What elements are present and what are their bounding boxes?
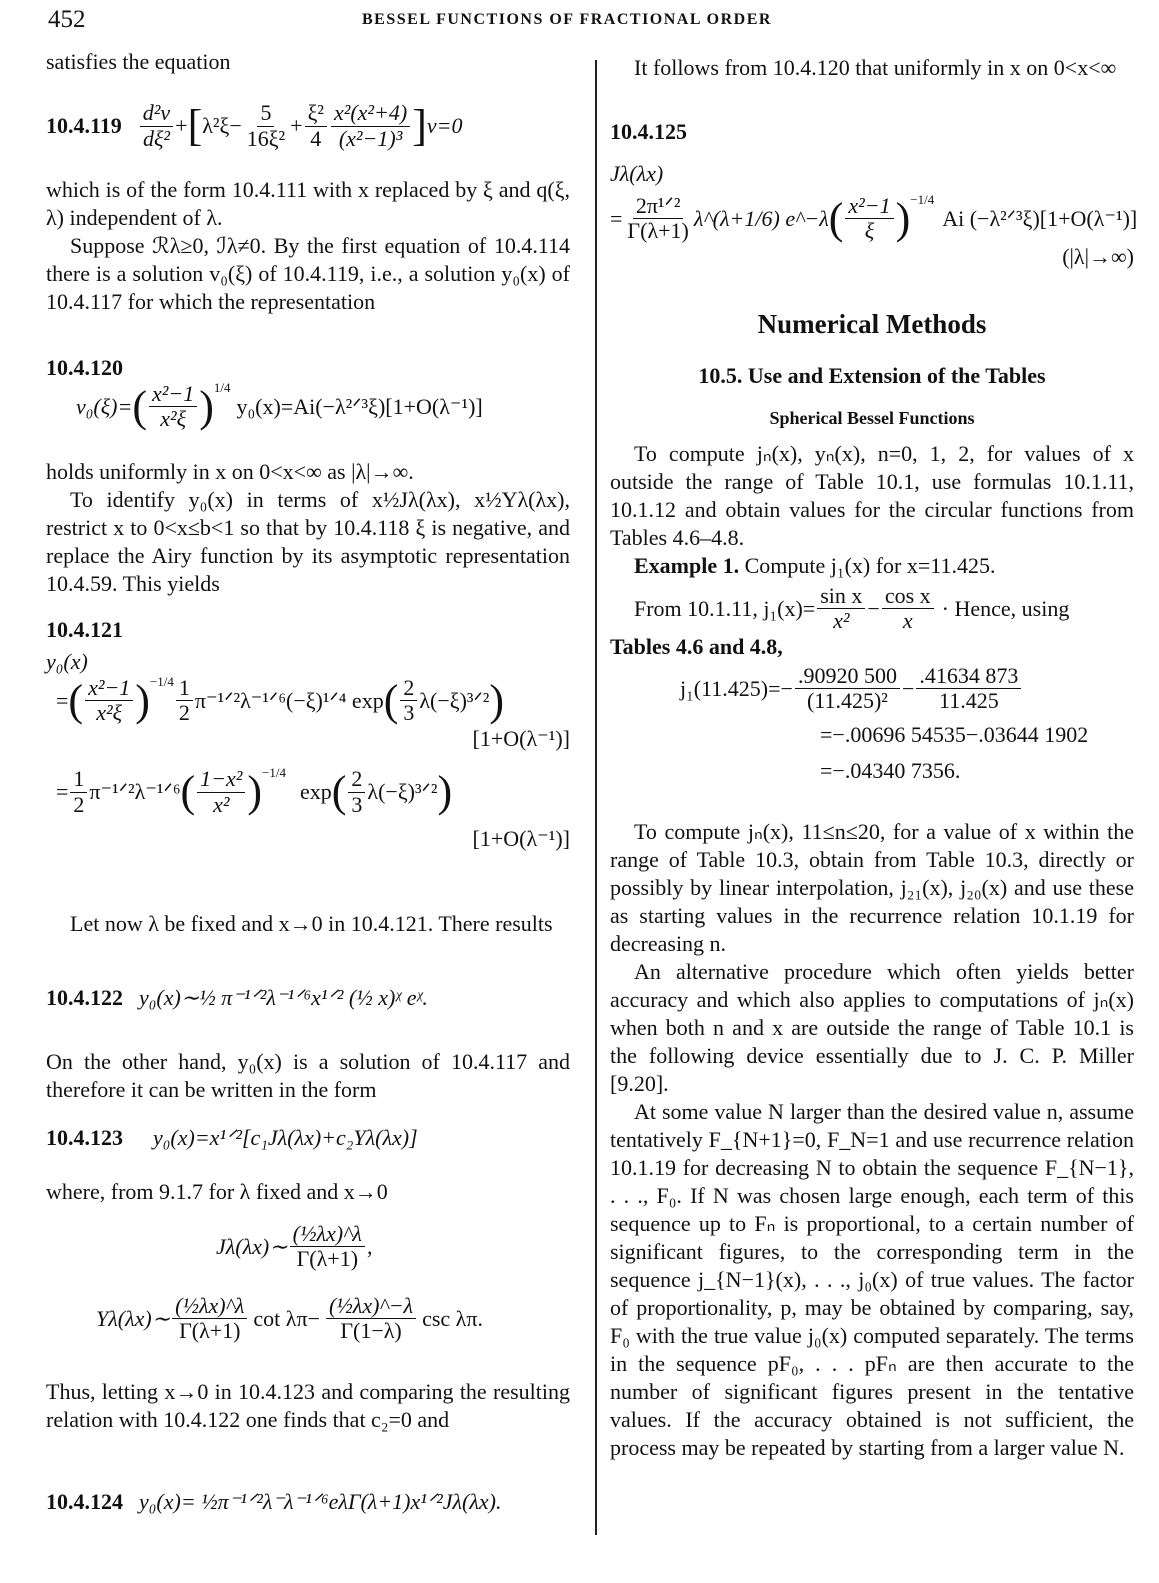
- paragraph: holds uniformly in x on 0<x<∞ as |λ|→∞.: [46, 459, 414, 484]
- paragraph: An alternative procedure which often yields better accuracy and which also applies to computations of jₙ(x) when both n and x are outside the range of Table 10.1 is the following device essentially due to J. C. P. Miller [9.20].: [610, 959, 1134, 1096]
- equation-10-4-119: 10.4.119 $\frac{\text{d²v}}{\text{dξ²}}$ + [ λ²ξ− $\frac{5}{\text{16ξ²}}$ + $\frac{\text{ξ²}}{4}$ $\frac{\text{x²(x²+4)}}{\text{(x²−1)³}}$ ] v=0: [46, 100, 463, 151]
- equation-label: 10.4.121: [46, 617, 123, 642]
- paragraph: On the other hand, y₀(x) is a solution of 10.4.117 and therefore it can be written in the form: [46, 1049, 570, 1102]
- paragraph: To compute jₙ(x), 11≤n≤20, for a value of x within the range of Table 10.3, obtain from Table 10.3, directly or possibly by linear interpolation, j₂₁(x), j₂₀(x) and use these as starting values in the recurrence relation 10.1.19 for decreasing n.: [610, 819, 1134, 956]
- paragraph: To identify y₀(x) in terms of x½Jλ(λx), x½Yλ(λx), restrict x to 0<x≤b<1 so that by 10.4.118 ξ is negative, and replace the Airy function by its asymptotic representation 10.4.59. This yields: [46, 487, 570, 596]
- equation-10-4-122: 10.4.122 y₀(x)∼½ π⁻¹ᐟ²λ⁻¹ᐟ⁶x¹ᐟ² (½ x)ᵡ eᵡ.: [46, 985, 428, 1010]
- equation-10-4-125: 10.4.125 Jλ(λx) = $\frac{\text{2π¹ᐟ²}}{\Gamma(\lambda+1)}$ λ^(λ+1/6) e^−λ ( $\frac{\text{x²−1}}{\xi}$ ) −1/4 Ai (−λ²ᐟ³ξ)[1+O(λ⁻¹)] (|λ|→∞): [610, 119, 1138, 270]
- equation-10-4-120: 10.4.120 v₀(ξ)= ( $\frac{\text{x²−1}}{\text{x²ξ}}$ ) 1/4 y₀(x)=Ai(−λ²ᐟ³ξ)[1+O(λ⁻¹)]: [46, 354, 570, 431]
- running-title: BESSEL FUNCTIONS OF FRACTIONAL ORDER: [362, 11, 772, 28]
- document-page: 452 BESSEL FUNCTIONS OF FRACTIONAL ORDER satisfies the equation 10.4.119 $\frac{\text{d²v}}{\text{dξ²}}$ + [ λ²ξ− $\frac{5}{\text{16ξ²}}$ + $\frac{\text{ξ²}}{4}$ $\frac{\text{x²(x²+4)}}{\text{(x²−1)³}}$ ] v=0 which is of the form 10.4.111 with x replaced by ξ and q(ξ, λ) independent of λ. Suppose ℛλ≥0, ℐλ≠0. By the first equation of 10.4.114 there is a solution v₀(ξ) of 10.4.119, i.e., a solution y₀(x) of 10.4.117 for which the representation 10.4.120 v₀(ξ)= ( $\frac{\text{x²−1}}{\text{x²ξ}}$ ) 1/4 y₀(x)=Ai(−λ²ᐟ³ξ)[1+O(λ⁻¹)] holds uniformly in x on 0<x<∞ as |λ|→∞. To identify y₀(x) in terms of x½Jλ(λx), x½Yλ(λx), restrict x to 0<x≤b<1 so that by 10.4.118 ξ is negative, and replace the Airy function by its asymptotic representation 10.4.59. This yields 10.4.121 y₀(x) = ( $\frac{\text{x²−1}}{\text{x²ξ}}$ ) −1/4 $\frac{1}{2}$ π⁻¹ᐟ²λ⁻¹ᐟ⁶(−ξ)¹ᐟ⁴ exp ( $\frac{2}{3}$ λ(−ξ)³ᐟ² ) [1+O(λ⁻¹)] = $\frac{1}{2}$ π⁻¹ᐟ²λ⁻¹ᐟ⁶ ( $\frac{\text{1−x²}}{\text{x²}}$ ) −1/4 exp ( $\frac{2}{3}$ λ(−ξ)³ᐟ² ) [1+O(λ⁻¹)] Let now λ be fixed and x→0 in 10.4.121. There results 10.4.122 y₀(x)∼½ π⁻¹ᐟ²λ⁻¹ᐟ⁶x¹ᐟ² (½ x)ᵡ eᵡ. On the other hand, y₀(x) is a solution of 10.4.117 and therefore it can be written in the form 10.4.123 y₀(x)=x¹ᐟ²[c₁Jλ(λx)+c₂Yλ(λx)] where, from 9.1.7 for λ fixed and x→0 Jλ(λx)∼ $\frac{\text{(½λx)\textasciicircum{}λ}}{\Gamma(\lambda+1)}$ , Yλ(λx)∼ $\frac{\text{(½λx)\textasciicircum{}λ}}{\Gamma(\lambda+1)}$ cot λπ− $\frac{\text{(½λx)\textasciicircum{}−λ}}{\Gamma(1-\lambda)}$ csc λπ. Thus, letting x→0 in 10.4.123 and comparing the resulting relation with 10.4.122 one finds that c₂=0 and 10.4.124 y₀(x)= ½π⁻¹ᐟ²λ⁻λ⁻¹ᐟ⁶eλΓ(λ+1)x¹ᐟ²Jλ(λx). It follows from 10.4.120 that uniformly in x on 0<x<∞ 10.4.125 Jλ(λx) = $\frac{\text{2π¹ᐟ²}}{\Gamma(\lambda+1)}$ λ^(λ+1/6) e^−λ ( $\frac{\text{x²−1}}{\xi}$ ) −1/4 Ai (−λ²ᐟ³ξ)[1+O(λ⁻¹)] (|λ|→∞) Numerical Methods 10.5. Use and Extension of the Tables Spherical Bessel Functions To compute jₙ(x), yₙ(x), n=0, 1, 2, for values of x outside the range of Table 10.1, use formulas 10.1.11, 10.1.12 and obtain values for the circular functions from Tables 4.6–4.8. Example 1. Compute j₁(x) for x=11.425. From 10.1.11, j₁(x)= $\frac{\text{sin x}}{\text{x²}}$ − $\frac{\text{cos x}}{x}$ · Hence, using Tables 4.6 and 4.8, j₁(11.425)=− $\frac{.90920 500}{\text{(11.425)²}}$ − $\frac{.41634 873}{11.425}$ =−.00696 54535−.03644 1902 =−.04340 7356. To compute jₙ(x), 11≤n≤20, for a value of x within the range of Table 10.3, obtain from Table 10.3, directly or possibly by linear interpolation, j₂₁(x), j₂₀(x) and use these as starting values in the recurrence relation 10.1.19 for decreasing n. An alternative procedure which often yields better accuracy and which also applies to computations of jₙ(x) when both n and x are outside the range of Table 10.1 is the following device essentially due to J. C. P. Miller [9.20]. At some value N larger than the desired value n, assume tentatively F_{N+1}=0, F_N=1 and use recurrence relation 10.1.19 for decreasing N to obtain the sequence F_{N−1}, . . ., F₀. If N was chosen large enough, each term of this sequence up to Fₙ is proportional, to a certain number of significant figures, to the corresponding term in the sequence j_{N−1}(x), . . ., j₀(x) of true values. The factor of proportionality, p, may be obtained by comparing, say, F₀ with the true value j₀(x) computed separately. The terms in the sequence pF₀, . . . pFₙ are then accurate to the number of significant figures present in the tentative values. If the accuracy obtained is not sufficient, the process may be repeated by starting from a larger value N.: [0, 0, 1159, 1583]
- section-title: Numerical Methods: [757, 309, 987, 339]
- example-label: Example 1.: [634, 553, 740, 578]
- equation-10-4-121: 10.4.121 y₀(x) = ( $\frac{\text{x²−1}}{\text{x²ξ}}$ ) −1/4 $\frac{1}{2}$ π⁻¹ᐟ²λ⁻¹ᐟ⁶(−ξ)¹ᐟ⁴ exp ( $\frac{2}{3}$ λ(−ξ)³ᐟ² ) [1+O(λ⁻¹)] = $\frac{1}{2}$ π⁻¹ᐟ²λ⁻¹ᐟ⁶ ( $\frac{\text{1−x²}}{\text{x²}}$ ) −1/4 exp ( $\frac{2}{3}$ λ(−ξ)³ᐟ² ) [1+O(λ⁻¹)]: [46, 617, 570, 851]
- equation-10-4-124: 10.4.124 y₀(x)= ½π⁻¹ᐟ²λ⁻λ⁻¹ᐟ⁶eλΓ(λ+1)x¹ᐟ²Jλ(λx).: [46, 1489, 502, 1514]
- paragraph: Suppose ℛλ≥0, ℐλ≠0. By the first equation of 10.4.114 there is a solution v₀(ξ) of 10.4.119, i.e., a solution y₀(x) of 10.4.117 for which the representation: [46, 233, 570, 314]
- paragraph: where, from 9.1.7 for λ fixed and x→0: [46, 1179, 388, 1204]
- example-paragraph: Example 1. Compute j₁(x) for x=11.425.: [634, 553, 996, 578]
- page-number: 452: [48, 6, 86, 33]
- equation-Y-asymptotic: Yλ(λx)∼ $\frac{\text{(½λx)\textasciicircum{}λ}}{\Gamma(\lambda+1)}$ cot λπ− $\frac{\text{(½λx)\textasciicircum{}−λ}}{\Gamma(1-\lambda)}$ csc λπ.: [96, 1293, 483, 1344]
- equation-10-4-123: 10.4.123 y₀(x)=x¹ᐟ²[c₁Jλ(λx)+c₂Yλ(λx)]: [46, 1125, 418, 1150]
- paragraph: satisfies the equation: [46, 49, 231, 74]
- equation-label: 10.4.119: [46, 113, 122, 138]
- equation-label: 10.4.120: [46, 355, 123, 380]
- worked-calculation: j₁(11.425)=− $\frac{.90920 500}{\text{(11.425)²}}$ − $\frac{.41634 873}{11.425}$ =−.00696 54535−.03644 1902 =−.04340 7356.: [680, 663, 1089, 784]
- paragraph: Thus, letting x→0 in 10.4.123 and comparing the resulting relation with 10.4.122 one finds that c₂=0 and: [46, 1379, 570, 1432]
- subsection-title: 10.5. Use and Extension of the Tables: [698, 363, 1046, 388]
- paragraph: Let now λ be fixed and x→0 in 10.4.121. There results: [70, 911, 553, 936]
- subsubsection-title: Spherical Bessel Functions: [769, 408, 975, 428]
- paragraph: To compute jₙ(x), yₙ(x), n=0, 1, 2, for values of x outside the range of Table 10.1, use formulas 10.1.11, 10.1.12 and obtain values for the circular functions from Tables 4.6–4.8.: [610, 441, 1134, 550]
- paragraph: which is of the form 10.4.111 with x replaced by ξ and q(ξ, λ) independent of λ.: [46, 177, 570, 230]
- column-divider: [595, 60, 597, 1535]
- paragraph: It follows from 10.4.120 that uniformly in x on 0<x<∞: [634, 55, 1117, 80]
- equation-J-asymptotic: Jλ(λx)∼ $\frac{\text{(½λx)\textasciicircum{}λ}}{\Gamma(\lambda+1)}$ ,: [216, 1221, 373, 1272]
- paragraph: At some value N larger than the desired value n, assume tentatively F_{N+1}=0, F_N=1 and use recurrence relation 10.1.19 for decreasing N to obtain the sequence F_{N−1}, . . ., F₀. If N was chosen large enough, each term of this sequence up to Fₙ is proportional, to a certain number of significant figures, to the corresponding term in the sequence j_{N−1}(x), . . ., j₀(x) of true values. The factor of proportionality, p, may be obtained by comparing, say, F₀ with the true value j₀(x) computed separately. The terms in the sequence pF₀, . . . pFₙ are then accurate to the number of significant figures present in the tentative values. If the accuracy obtained is not sufficient, the process may be repeated by starting from a larger value N.: [610, 1099, 1134, 1460]
